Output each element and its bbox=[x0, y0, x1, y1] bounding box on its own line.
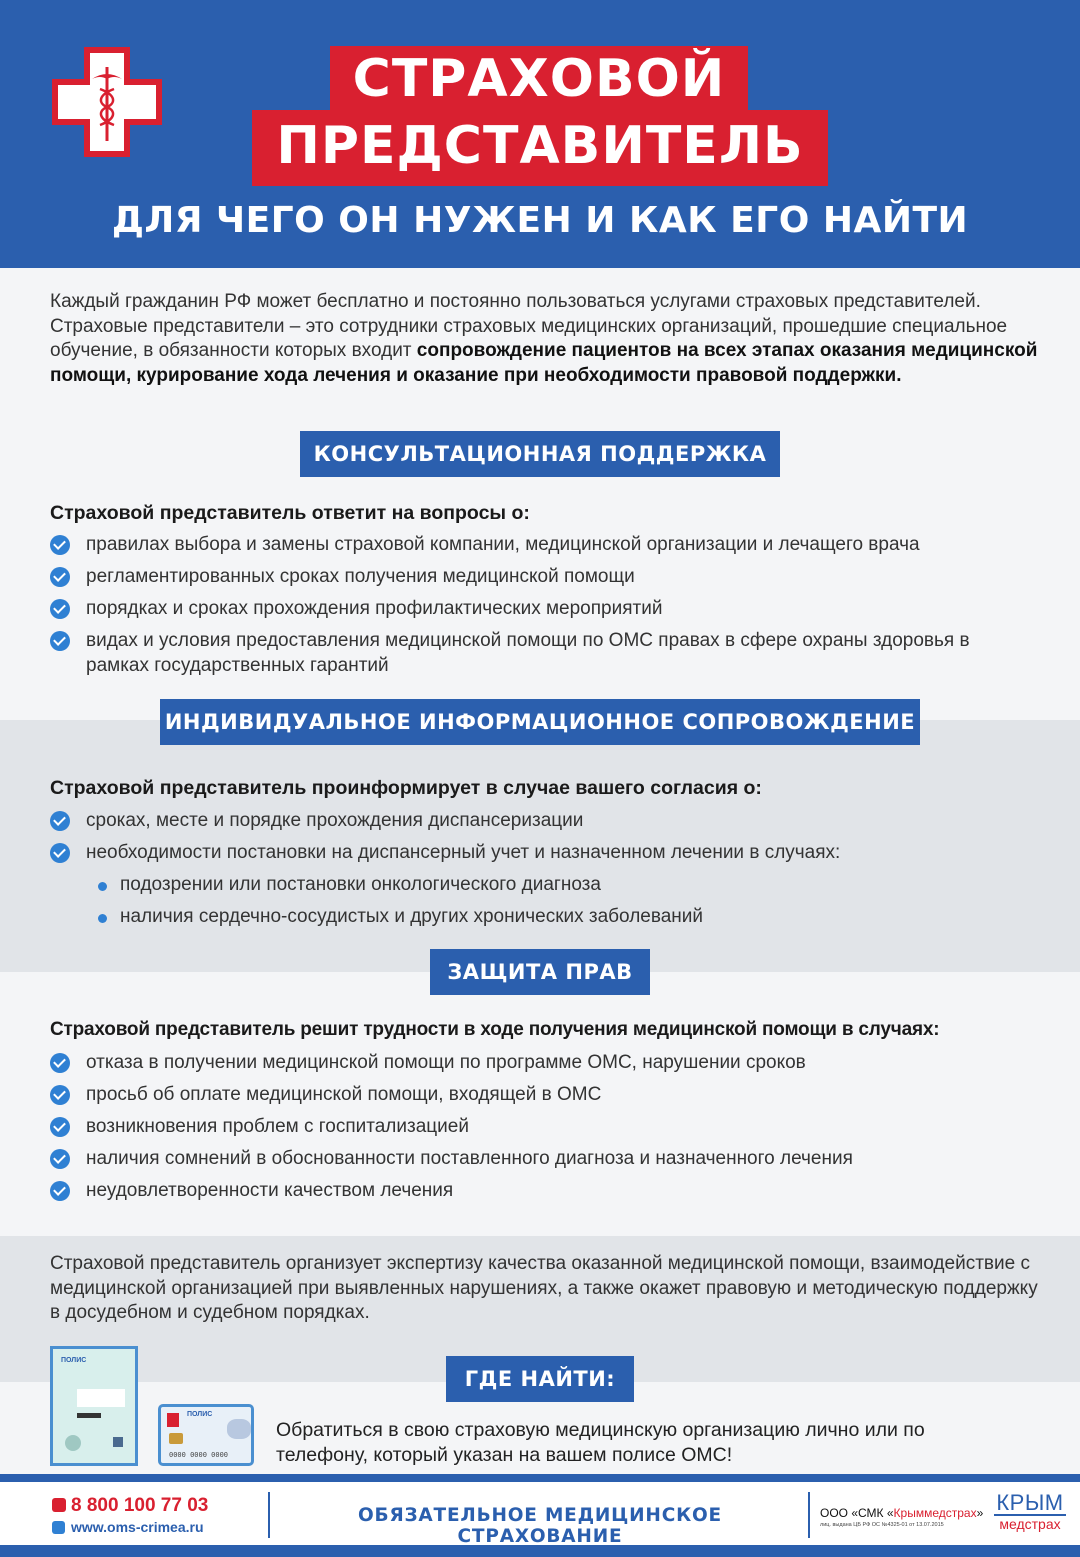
bullet-dot-icon bbox=[98, 914, 107, 923]
check-icon bbox=[50, 1117, 70, 1137]
website-url: www.oms-crimea.ru bbox=[71, 1519, 204, 1535]
footer-top-line bbox=[0, 1474, 1080, 1482]
brand-logo-top: КРЫМ bbox=[996, 1490, 1064, 1515]
list-item bbox=[50, 597, 1050, 622]
check-icon bbox=[50, 843, 70, 863]
header-banner bbox=[0, 0, 1080, 268]
check-icon bbox=[50, 631, 70, 651]
footer-divider bbox=[268, 1492, 270, 1538]
cursor-icon bbox=[52, 1521, 65, 1534]
section-header-rights: ЗАЩИТА ПРАВ bbox=[430, 949, 650, 995]
list-item bbox=[50, 565, 1050, 590]
list-item bbox=[50, 1115, 1050, 1140]
list-item bbox=[50, 629, 1000, 678]
list-item-text: правилах выбора и замены страховой компании, медицинской организации и лечащего врача bbox=[86, 534, 920, 555]
company-prefix: ООО «СМК « bbox=[820, 1506, 894, 1520]
chip-icon bbox=[169, 1433, 183, 1444]
check-icon bbox=[50, 599, 70, 619]
list-item bbox=[50, 1051, 1050, 1076]
coat-of-arms-icon bbox=[167, 1413, 179, 1427]
phone-link[interactable] bbox=[52, 1495, 208, 1517]
list-item bbox=[50, 809, 1050, 834]
license-text: лиц. выдана ЦБ РФ ОС №4325-01 от 13.07.2015 bbox=[820, 1522, 944, 1528]
card-number: 0000 0000 0000 bbox=[169, 1451, 229, 1459]
card-label: ПОЛИС bbox=[61, 1357, 87, 1364]
info-sublist bbox=[96, 873, 996, 937]
list-item bbox=[50, 1147, 1050, 1172]
section-lead-consult: Страховой представитель ответит на вопросы о: bbox=[50, 502, 530, 524]
list-item-text: возникновения проблем с госпитализацией bbox=[86, 1116, 469, 1137]
list-item-text: видах и условия предоставления медицинской помощи по ОМС правах в сфере охраны здоровья в рамках государственных гарантий bbox=[86, 630, 970, 676]
sublist-item bbox=[96, 905, 996, 930]
brand-logo bbox=[994, 1492, 1066, 1538]
card-seal bbox=[65, 1435, 81, 1451]
list-item-text: сроках, месте и порядке прохождения диспансеризации bbox=[86, 810, 584, 831]
section-lead-rights: Страховой представитель решит трудности в ходе получения медицинской помощи в случаях: bbox=[50, 1019, 940, 1040]
oms-label: ОБЯЗАТЕЛЬНОЕ МЕДИЦИНСКОЕ СТРАХОВАНИЕ bbox=[358, 1505, 722, 1547]
sublist-item-text: подозрении или постановки онкологического диагноза bbox=[120, 874, 601, 895]
check-icon bbox=[50, 535, 70, 555]
intro-paragraph bbox=[50, 290, 1040, 388]
company-name bbox=[820, 1506, 983, 1520]
list-item-text: неудовлетворенности качеством лечения bbox=[86, 1180, 454, 1201]
phone-icon bbox=[52, 1498, 66, 1512]
list-item bbox=[50, 533, 1050, 558]
check-icon bbox=[50, 567, 70, 587]
phone-number: 8 800 100 77 03 bbox=[71, 1495, 209, 1516]
polis-card-paper-image bbox=[50, 1346, 138, 1466]
expertise-paragraph: Страховой представитель организует экспертизу качества оказанной медицинской помощи, взаимодействие с медицинской организацией при выявленных нарушениях, а также окажет правовую и методическую поддержку в досудебном и судебном порядках. bbox=[50, 1253, 1038, 1323]
section-header-consult: КОНСУЛЬТАЦИОННАЯ ПОДДЕРЖКА bbox=[300, 431, 780, 477]
list-item-text: порядках и сроках прохождения профилактических мероприятий bbox=[86, 598, 663, 619]
info-list bbox=[50, 809, 1050, 873]
rights-list bbox=[50, 1051, 1050, 1211]
intro-text-bold: сопровождение пациентов на всех этапах оказания медицинской помощи, курирование хода лечения и оказание при необходимости правовой поддержки. bbox=[50, 340, 1038, 386]
check-icon bbox=[50, 1181, 70, 1201]
medical-cross-caduceus-icon bbox=[50, 45, 164, 159]
section-header-info: ИНДИВИДУАЛЬНОЕ ИНФОРМАЦИОННОЕ СОПРОВОЖДЕНИЕ bbox=[160, 699, 920, 745]
list-item-text: необходимости постановки на диспансерный учет и назначенном лечении в случаях: bbox=[86, 842, 841, 863]
section-lead-info: Страховой представитель проинформирует в случае вашего согласия о: bbox=[50, 777, 762, 799]
check-icon bbox=[50, 1149, 70, 1169]
card-label: ПОЛИС bbox=[187, 1411, 213, 1418]
list-item bbox=[50, 1083, 1050, 1108]
title-line2: ПРЕДСТАВИТЕЛЬ bbox=[252, 110, 828, 186]
sublist-item bbox=[96, 873, 996, 898]
check-icon bbox=[50, 1053, 70, 1073]
list-item-text: отказа в получении медицинской помощи по программе ОМС, нарушении сроков bbox=[86, 1052, 806, 1073]
section-header-where: ГДЕ НАЙТИ: bbox=[446, 1356, 634, 1402]
card-field bbox=[77, 1389, 125, 1407]
list-item-text: наличия сомнений в обоснованности поставленного диагноза и назначенного лечения bbox=[86, 1148, 853, 1169]
page-subtitle: ДЛЯ ЧЕГО ОН НУЖЕН И КАК ЕГО НАЙТИ bbox=[111, 200, 969, 241]
sublist-item-text: наличия сердечно-сосудистых и других хронических заболеваний bbox=[120, 906, 704, 927]
list-item bbox=[50, 1179, 1050, 1204]
list-item bbox=[50, 841, 1050, 866]
footer-divider bbox=[808, 1492, 810, 1538]
title-line1: СТРАХОВОЙ bbox=[330, 46, 748, 112]
brand-logo-bottom: медстрах bbox=[994, 1514, 1066, 1532]
intro-text: Каждый гражданин РФ может бесплатно и постоянно пользоваться услугами страховых представителей. Страховые представители – это сотрудники страховых медицинских организаций, прошедшие специальное обучение, в обязанности которых входит bbox=[50, 291, 1008, 361]
list-item-text: просьб об оплате медицинской помощи, входящей в ОМС bbox=[86, 1084, 602, 1105]
bullet-dot-icon bbox=[98, 882, 107, 891]
consult-list bbox=[50, 533, 1050, 686]
where-text: Обратиться в свою страховую медицинскую организацию лично или по телефону, который указан на вашем полисе ОМС! bbox=[276, 1419, 925, 1466]
card-bar bbox=[77, 1413, 101, 1418]
check-icon bbox=[50, 811, 70, 831]
website-link[interactable] bbox=[52, 1519, 204, 1535]
card-picture bbox=[227, 1419, 251, 1439]
check-icon bbox=[50, 1085, 70, 1105]
company-suffix: » bbox=[976, 1506, 984, 1520]
polis-card-plastic-image bbox=[158, 1404, 254, 1466]
company-brand: Крыммедстрах bbox=[893, 1506, 977, 1520]
qr-code-icon bbox=[113, 1437, 123, 1447]
list-item-text: регламентированных сроках получения медицинской помощи bbox=[86, 566, 635, 587]
